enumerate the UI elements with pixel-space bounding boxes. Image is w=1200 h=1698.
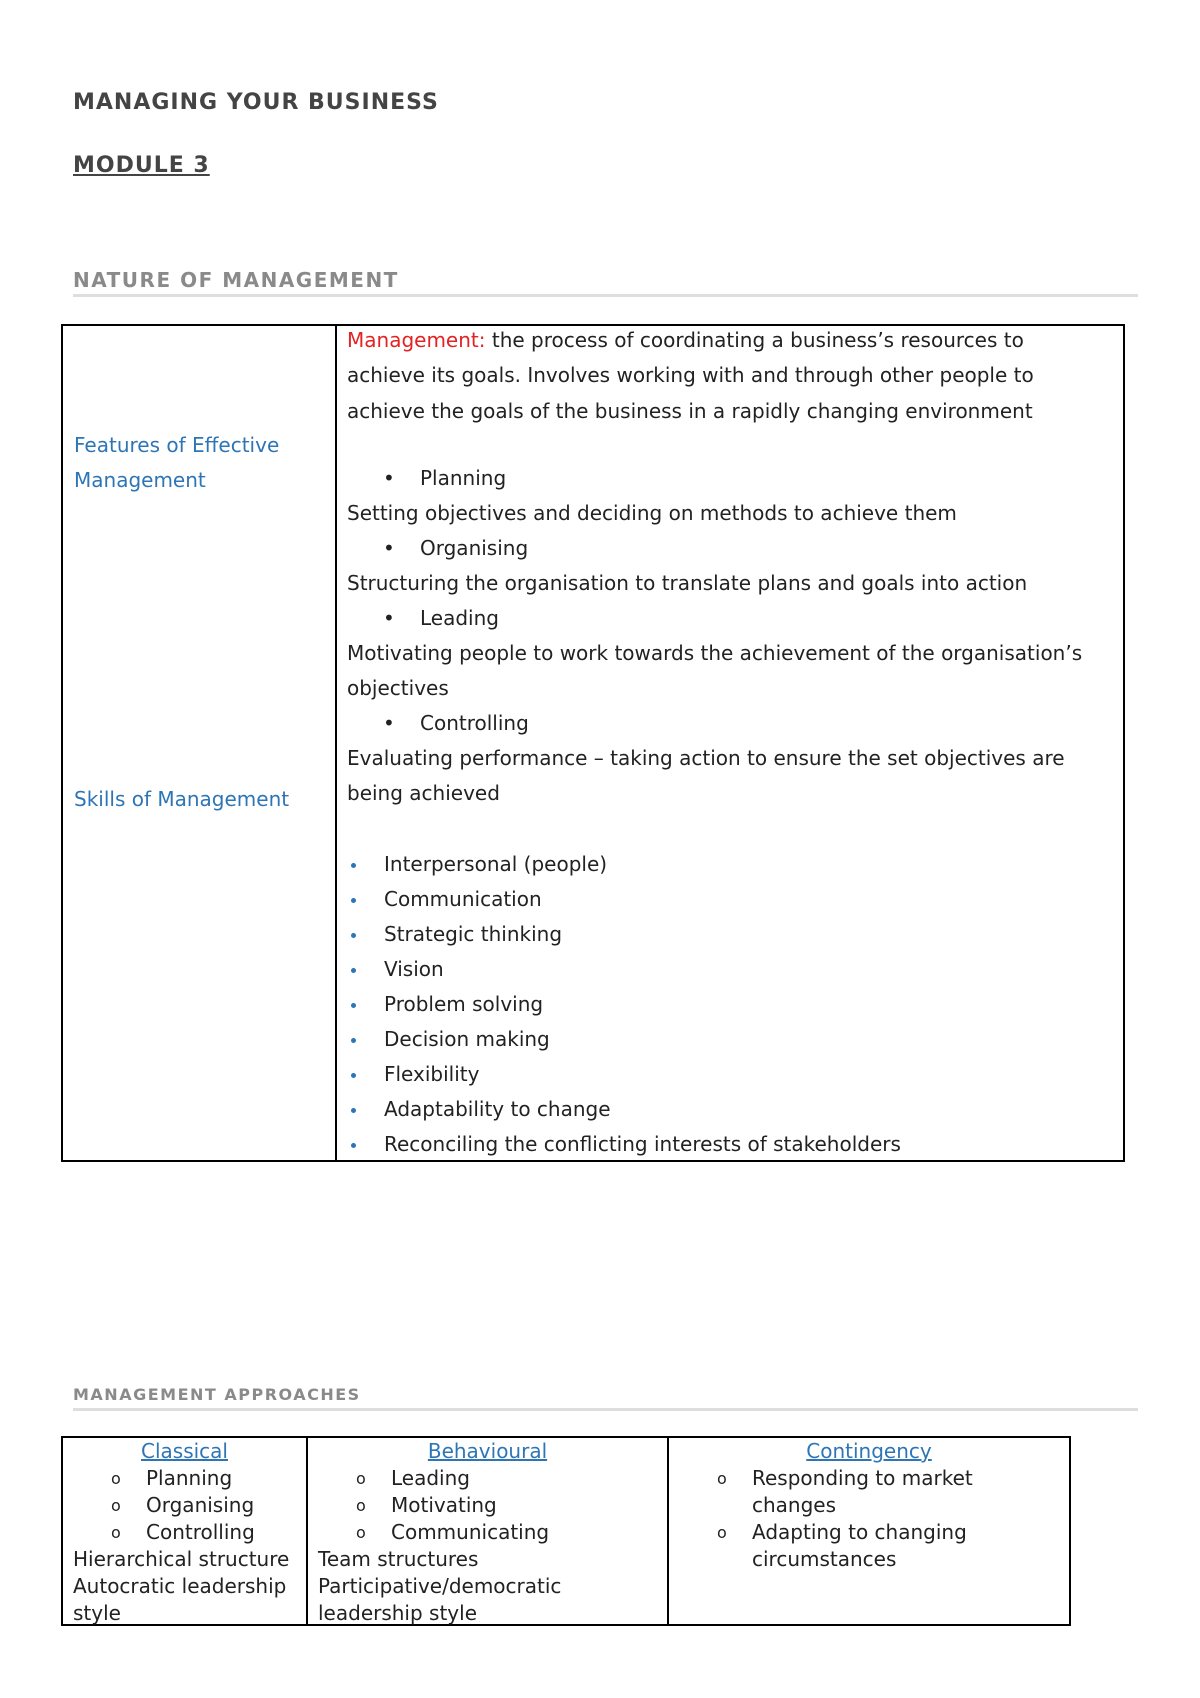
nature-of-management-table	[61, 324, 1125, 1162]
document-title: MANAGING YOUR BUSINESS	[73, 90, 439, 115]
contingency-heading[interactable]: Contingency	[806, 1439, 932, 1463]
skill-item: Strategic thinking	[384, 922, 563, 946]
behavioural-item: Motivating	[391, 1493, 497, 1517]
bullet-icon	[351, 1073, 356, 1078]
bullet-icon: •	[383, 536, 395, 560]
circle-bullet-icon: o	[356, 1523, 366, 1542]
classical-item: Controlling	[146, 1520, 255, 1544]
bullet-icon	[351, 1143, 356, 1148]
contingency-item: circumstances	[752, 1547, 897, 1571]
circle-bullet-icon: o	[356, 1469, 366, 1488]
bullet-icon: •	[383, 711, 395, 735]
skill-item: Interpersonal (people)	[384, 852, 608, 876]
table-column-divider	[335, 326, 337, 1160]
management-approaches-table	[61, 1436, 1071, 1626]
contingency-item: changes	[752, 1493, 837, 1517]
section-heading-nature: NATURE OF MANAGEMENT	[73, 268, 1138, 297]
definition-term: Management:	[347, 328, 486, 352]
bullet-icon	[351, 863, 356, 868]
classical-item: Planning	[146, 1466, 233, 1490]
bullet-icon	[351, 933, 356, 938]
bullet-icon: •	[383, 606, 395, 630]
bullet-icon: •	[383, 466, 395, 490]
classical-note: style	[73, 1601, 121, 1625]
definition-line-3: achieve the goals of the business in a rapidly changing environment	[347, 399, 1033, 423]
skills-label: Skills of Management	[74, 787, 290, 811]
section-heading-approaches: MANAGEMENT APPROACHES	[73, 1385, 1138, 1411]
circle-bullet-icon: o	[111, 1523, 121, 1542]
circle-bullet-icon: o	[717, 1523, 727, 1542]
skill-item: Adaptability to change	[384, 1097, 611, 1121]
circle-bullet-icon: o	[356, 1496, 366, 1515]
function-description: Setting objectives and deciding on methods to achieve them	[347, 501, 957, 525]
bullet-icon	[351, 1108, 356, 1113]
behavioural-item: Communicating	[391, 1520, 550, 1544]
definition-line-1	[347, 323, 1024, 358]
skill-item: Decision making	[384, 1027, 550, 1051]
function-description: objectives	[347, 676, 449, 700]
bullet-icon	[351, 1003, 356, 1008]
definition-line-2: achieve its goals. Involves working with and through other people to	[347, 363, 1034, 387]
behavioural-note: Participative/democratic	[318, 1574, 562, 1598]
contingency-item: Responding to market	[752, 1466, 973, 1490]
skill-item: Vision	[384, 957, 444, 981]
function-name: Leading	[420, 606, 499, 630]
table-column-divider	[306, 1438, 308, 1624]
function-description: Motivating people to work towards the achievement of the organisation’s	[347, 641, 1083, 665]
features-label	[74, 428, 279, 498]
function-description: being achieved	[347, 781, 500, 805]
skill-item: Communication	[384, 887, 542, 911]
features-label-line1: Features of Effective	[74, 433, 280, 457]
definition-text: the process of coordinating a business’s resources to	[485, 328, 1024, 352]
classical-item: Organising	[146, 1493, 255, 1517]
behavioural-note: leadership style	[318, 1601, 478, 1625]
circle-bullet-icon: o	[111, 1496, 121, 1515]
function-description: Structuring the organisation to translate plans and goals into action	[347, 571, 1028, 595]
behavioural-item: Leading	[391, 1466, 470, 1490]
table-column-divider	[667, 1438, 669, 1624]
features-label-line2: Management	[74, 468, 206, 492]
circle-bullet-icon: o	[111, 1469, 121, 1488]
skill-item: Problem solving	[384, 992, 544, 1016]
circle-bullet-icon: o	[717, 1469, 727, 1488]
bullet-icon	[351, 968, 356, 973]
function-description: Evaluating performance – taking action to ensure the set objectives are	[347, 746, 1065, 770]
classical-note: Autocratic leadership	[73, 1574, 287, 1598]
skill-item: Flexibility	[384, 1062, 480, 1086]
function-name: Controlling	[420, 711, 529, 735]
contingency-item: Adapting to changing	[752, 1520, 967, 1544]
module-title: MODULE 3	[73, 153, 210, 178]
behavioural-heading[interactable]: Behavioural	[427, 1439, 548, 1463]
classical-note: Hierarchical structure	[73, 1547, 290, 1571]
bullet-icon	[351, 1038, 356, 1043]
function-name: Planning	[420, 466, 507, 490]
classical-heading[interactable]: Classical	[141, 1439, 228, 1463]
function-name: Organising	[420, 536, 529, 560]
bullet-icon	[351, 898, 356, 903]
skill-item: Reconciling the conflicting interests of stakeholders	[384, 1132, 901, 1156]
behavioural-note: Team structures	[318, 1547, 479, 1571]
